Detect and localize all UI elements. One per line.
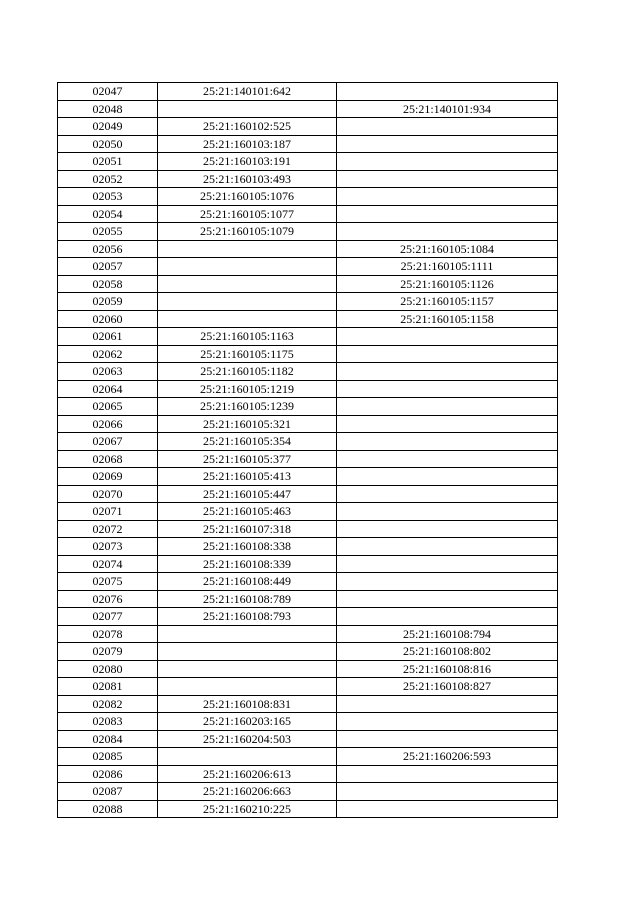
row-number-cell: 02057 (58, 258, 158, 276)
code-cell-col2: 25:21:160206:613 (158, 765, 337, 783)
code-cell-col2: 25:21:160105:1076 (158, 188, 337, 206)
code-cell-col3 (337, 783, 558, 801)
code-cell-col2 (158, 293, 337, 311)
table-row (58, 328, 558, 346)
row-number-cell: 02068 (58, 450, 158, 468)
code-cell-col3: 25:21:160108:802 (337, 643, 558, 661)
row-number-cell: 02086 (58, 765, 158, 783)
row-number-cell: 02077 (58, 608, 158, 626)
table-row (58, 573, 558, 591)
code-cell-col2 (158, 275, 337, 293)
code-cell-col2: 25:21:160105:447 (158, 485, 337, 503)
code-cell-col3: 25:21:140101:934 (337, 100, 558, 118)
code-cell-col2: 25:21:160108:789 (158, 590, 337, 608)
code-cell-col2: 25:21:160105:354 (158, 433, 337, 451)
code-cell-col2: 25:21:160204:503 (158, 730, 337, 748)
code-cell-col2: 25:21:160103:493 (158, 170, 337, 188)
code-cell-col3 (337, 555, 558, 573)
code-cell-col3: 25:21:160206:593 (337, 748, 558, 766)
table-row (58, 765, 558, 783)
table-row (58, 713, 558, 731)
table-row (58, 415, 558, 433)
row-number-cell: 02073 (58, 538, 158, 556)
code-cell-col2 (158, 100, 337, 118)
code-cell-col3 (337, 713, 558, 731)
table-row (58, 468, 558, 486)
row-number-cell: 02060 (58, 310, 158, 328)
table-row (58, 153, 558, 171)
code-cell-col3 (337, 730, 558, 748)
table-row (58, 660, 558, 678)
code-cell-col3 (337, 188, 558, 206)
table-row (58, 608, 558, 626)
code-cell-col3: 25:21:160105:1158 (337, 310, 558, 328)
table-row (58, 240, 558, 258)
code-cell-col3 (337, 538, 558, 556)
code-cell-col3: 25:21:160105:1084 (337, 240, 558, 258)
code-cell-col2: 25:21:160103:191 (158, 153, 337, 171)
table-row (58, 748, 558, 766)
table-row (58, 100, 558, 118)
row-number-cell: 02085 (58, 748, 158, 766)
table-row (58, 345, 558, 363)
row-number-cell: 02083 (58, 713, 158, 731)
table-row (58, 730, 558, 748)
table-row (58, 538, 558, 556)
code-cell-col3: 25:21:160105:1126 (337, 275, 558, 293)
row-number-cell: 02070 (58, 485, 158, 503)
table-row (58, 800, 558, 818)
table-row (58, 363, 558, 381)
code-cell-col2 (158, 625, 337, 643)
code-cell-col2 (158, 678, 337, 696)
code-cell-col3 (337, 800, 558, 818)
code-cell-col2 (158, 643, 337, 661)
code-cell-col2: 25:21:160108:339 (158, 555, 337, 573)
table-row (58, 695, 558, 713)
table-row (58, 310, 558, 328)
code-cell-col2: 25:21:160108:338 (158, 538, 337, 556)
row-number-cell: 02049 (58, 118, 158, 136)
row-number-cell: 02081 (58, 678, 158, 696)
table-row (58, 555, 558, 573)
row-number-cell: 02067 (58, 433, 158, 451)
table-row (58, 625, 558, 643)
code-cell-col2: 25:21:160203:165 (158, 713, 337, 731)
row-number-cell: 02059 (58, 293, 158, 311)
row-number-cell: 02048 (58, 100, 158, 118)
table-row (58, 433, 558, 451)
code-cell-col2 (158, 258, 337, 276)
code-cell-col2: 25:21:160105:1182 (158, 363, 337, 381)
table-row (58, 135, 558, 153)
code-cell-col3 (337, 83, 558, 101)
code-cell-col2: 25:21:160105:321 (158, 415, 337, 433)
table-row (58, 590, 558, 608)
row-number-cell: 02069 (58, 468, 158, 486)
row-number-cell: 02078 (58, 625, 158, 643)
table-row (58, 275, 558, 293)
table-row (58, 258, 558, 276)
code-cell-col3 (337, 153, 558, 171)
row-number-cell: 02047 (58, 83, 158, 101)
row-number-cell: 02054 (58, 205, 158, 223)
row-number-cell: 02052 (58, 170, 158, 188)
data-table (57, 82, 558, 818)
code-cell-col2: 25:21:160206:663 (158, 783, 337, 801)
row-number-cell: 02088 (58, 800, 158, 818)
table-row (58, 188, 558, 206)
row-number-cell: 02080 (58, 660, 158, 678)
code-cell-col2 (158, 240, 337, 258)
code-cell-col2: 25:21:160108:831 (158, 695, 337, 713)
code-cell-col3 (337, 765, 558, 783)
table-row (58, 83, 558, 101)
code-cell-col3: 25:21:160108:816 (337, 660, 558, 678)
code-cell-col2 (158, 660, 337, 678)
code-cell-col3 (337, 345, 558, 363)
code-cell-col3: 25:21:160108:827 (337, 678, 558, 696)
code-cell-col2: 25:21:160105:1175 (158, 345, 337, 363)
code-cell-col3: 25:21:160108:794 (337, 625, 558, 643)
code-cell-col3 (337, 415, 558, 433)
code-cell-col3 (337, 608, 558, 626)
code-cell-col3 (337, 135, 558, 153)
code-cell-col2: 25:21:160105:463 (158, 503, 337, 521)
code-cell-col3 (337, 363, 558, 381)
code-cell-col2: 25:21:160105:1077 (158, 205, 337, 223)
row-number-cell: 02066 (58, 415, 158, 433)
code-cell-col2: 25:21:140101:642 (158, 83, 337, 101)
code-cell-col3 (337, 520, 558, 538)
table-row (58, 118, 558, 136)
code-cell-col2 (158, 748, 337, 766)
row-number-cell: 02062 (58, 345, 158, 363)
code-cell-col2: 25:21:160108:793 (158, 608, 337, 626)
code-cell-col2: 25:21:160105:1079 (158, 223, 337, 241)
code-cell-col2: 25:21:160105:1239 (158, 398, 337, 416)
code-cell-col2: 25:21:160107:318 (158, 520, 337, 538)
table-row (58, 450, 558, 468)
code-cell-col3 (337, 118, 558, 136)
row-number-cell: 02079 (58, 643, 158, 661)
table-row (58, 520, 558, 538)
table-row (58, 223, 558, 241)
code-cell-col3 (337, 468, 558, 486)
row-number-cell: 02087 (58, 783, 158, 801)
row-number-cell: 02082 (58, 695, 158, 713)
row-number-cell: 02051 (58, 153, 158, 171)
table-row (58, 678, 558, 696)
row-number-cell: 02050 (58, 135, 158, 153)
code-cell-col3 (337, 380, 558, 398)
row-number-cell: 02056 (58, 240, 158, 258)
table-row (58, 398, 558, 416)
code-cell-col3: 25:21:160105:1157 (337, 293, 558, 311)
code-cell-col2: 25:21:160102:525 (158, 118, 337, 136)
code-cell-col3 (337, 450, 558, 468)
table-row (58, 643, 558, 661)
code-cell-col3 (337, 205, 558, 223)
code-cell-col2: 25:21:160108:449 (158, 573, 337, 591)
code-cell-col2: 25:21:160210:225 (158, 800, 337, 818)
row-number-cell: 02072 (58, 520, 158, 538)
code-cell-col2 (158, 310, 337, 328)
code-cell-col3 (337, 485, 558, 503)
code-cell-col2: 25:21:160105:1163 (158, 328, 337, 346)
code-cell-col3 (337, 433, 558, 451)
row-number-cell: 02065 (58, 398, 158, 416)
table-row (58, 170, 558, 188)
row-number-cell: 02058 (58, 275, 158, 293)
code-cell-col3 (337, 223, 558, 241)
code-cell-col2: 25:21:160105:413 (158, 468, 337, 486)
table-row (58, 293, 558, 311)
row-number-cell: 02063 (58, 363, 158, 381)
table-row (58, 380, 558, 398)
code-cell-col3 (337, 573, 558, 591)
code-cell-col2: 25:21:160103:187 (158, 135, 337, 153)
row-number-cell: 02076 (58, 590, 158, 608)
row-number-cell: 02055 (58, 223, 158, 241)
row-number-cell: 02053 (58, 188, 158, 206)
code-cell-col3: 25:21:160105:1111 (337, 258, 558, 276)
code-cell-col3 (337, 590, 558, 608)
row-number-cell: 02074 (58, 555, 158, 573)
row-number-cell: 02061 (58, 328, 158, 346)
code-cell-col2: 25:21:160105:377 (158, 450, 337, 468)
table-row (58, 205, 558, 223)
code-cell-col3 (337, 328, 558, 346)
row-number-cell: 02071 (58, 503, 158, 521)
table-row (58, 503, 558, 521)
code-cell-col3 (337, 398, 558, 416)
code-cell-col3 (337, 695, 558, 713)
code-cell-col2: 25:21:160105:1219 (158, 380, 337, 398)
row-number-cell: 02084 (58, 730, 158, 748)
row-number-cell: 02075 (58, 573, 158, 591)
row-number-cell: 02064 (58, 380, 158, 398)
code-cell-col3 (337, 170, 558, 188)
table-row (58, 485, 558, 503)
table-body (58, 83, 558, 818)
table-row (58, 783, 558, 801)
code-cell-col3 (337, 503, 558, 521)
